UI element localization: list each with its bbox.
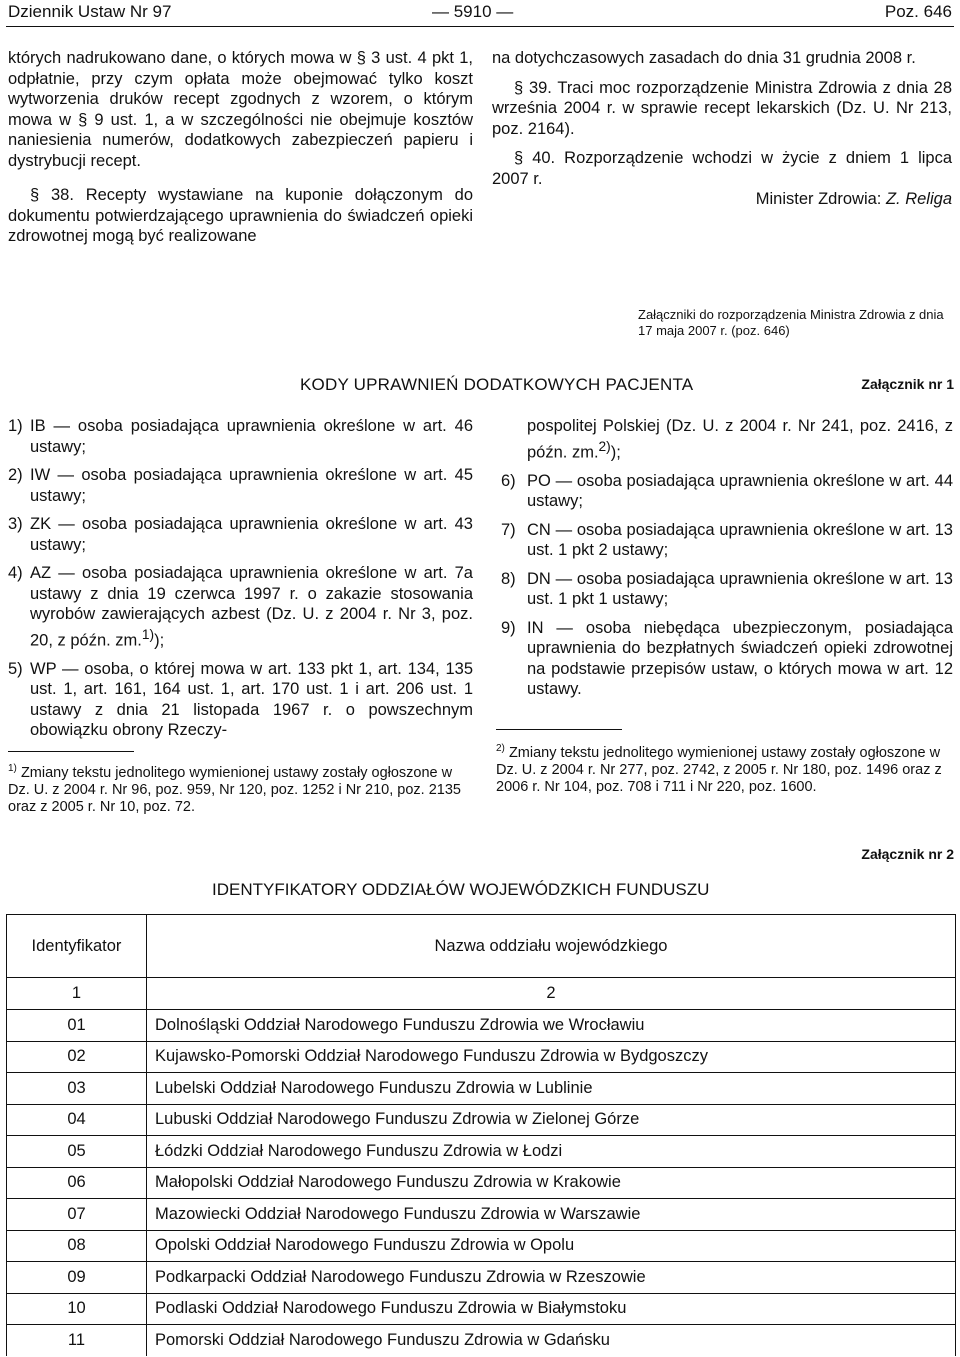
branch-id: 06: [7, 1167, 147, 1199]
table-row: [7, 1167, 956, 1199]
list-item: [501, 471, 953, 512]
list-item: [8, 659, 473, 741]
footnote-mark: 1): [8, 763, 17, 774]
paragraph-39: § 39. Traci moc rozporządzenie Ministra Zdrowia z dnia 28 września 2004 r. w sprawie recept lekarskich (Dz. U. Nr 213, poz. 2164).: [492, 78, 952, 138]
item-number: 4): [8, 564, 23, 582]
item-tail: );: [610, 443, 621, 461]
branch-id: 05: [7, 1136, 147, 1168]
table-row: [7, 1041, 956, 1073]
item-text: WP — osoba, o której mowa w art. 133 pkt 1, art. 134, 135 ust. 1, art. 161, 164 ust. 1, art. 170 ust. 1 i art. 206 ust. 1 ustawy z dnia 21 listopada 1967 r. o powszechnym obowiązku obrony Rzeczy-: [30, 659, 473, 739]
table-header-row: [7, 915, 956, 978]
branch-name: Podlaski Oddział Narodowego Funduszu Zdrowia w Białymstoku: [147, 1293, 956, 1325]
table-row: [7, 1104, 956, 1136]
list-item: [501, 520, 953, 561]
footnote-text: Zmiany tekstu jednolitego wymienionej ustawy zostały ogłoszone w Dz. U. z 2004 r. Nr 96, poz. 959, Nr 120, poz. 1252 i Nr 210, poz. 2135 oraz z 2005 r. Nr 10, poz. 72.: [8, 764, 461, 815]
text-column-left: [8, 48, 473, 247]
branch-id: 04: [7, 1104, 147, 1136]
branch-id: 02: [7, 1041, 147, 1073]
footnote-1: [8, 760, 473, 816]
fund-branches-table: [6, 914, 956, 1356]
table-row: [7, 1293, 956, 1325]
page-header: [0, 0, 960, 28]
list-item: [501, 569, 953, 610]
position-number: Poz. 646: [884, 2, 952, 21]
item-text: AZ — osoba posiadająca uprawnienia określone w art. 7a ustawy z dnia 19 czerwca 1997 r. o zakazie stosowania wyrobów zawierających azbest (Dz. U. z 2004 r. Nr 3, poz. 20, z późn. zm.: [30, 564, 473, 649]
paragraph: których nadrukowano dane, o których mowa w § 3 ust. 4 pkt 1, odpłatnie, przy czym opłata może obejmować tylko koszt wytworzenia druków recept zgodnych z wzorem, o którym mowa w § 9 ust. 1, a w szczególności nie obejmuje kosztów naniesienia numerów, dodatkowych zabezpieczeń papieru i dystrybucji recept.: [8, 49, 473, 170]
item-number: 9): [501, 618, 516, 637]
column-number: 1: [7, 978, 147, 1010]
branch-id: 03: [7, 1073, 147, 1105]
item-text: PO — osoba posiadająca uprawnienia określone w art. 44 ustawy;: [527, 471, 953, 510]
branch-name: Kujawsko-Pomorski Oddział Narodowego Funduszu Zdrowia w Bydgoszczy: [147, 1041, 956, 1073]
list-item: [8, 416, 473, 457]
branch-id: 09: [7, 1262, 147, 1294]
attachment-2-label: Załącznik nr 2: [861, 846, 954, 862]
list-item: [8, 465, 473, 506]
branch-id: 08: [7, 1230, 147, 1262]
branch-id: 01: [7, 1010, 147, 1042]
branch-name: Dolnośląski Oddział Narodowego Funduszu Zdrowia we Wrocławiu: [147, 1010, 956, 1042]
list-item: [501, 618, 953, 700]
page-number: — 5910 —: [432, 2, 514, 21]
branch-name: Opolski Oddział Narodowego Funduszu Zdrowia w Opolu: [147, 1230, 956, 1262]
signature-prefix: Minister Zdrowia:: [755, 190, 886, 208]
signature: [492, 189, 952, 210]
item-text: IW — osoba posiadająca uprawnienia określone w art. 45 ustawy;: [30, 466, 473, 505]
footnote-ref: 1): [141, 626, 155, 642]
footnote-text: Zmiany tekstu jednolitego wymienionej ustawy zostały ogłoszone w Dz. U. z 2004 r. Nr 277, poz. 2742, z 2005 r. Nr 180, poz. 1496 oraz z 2006 r. Nr 104, poz. 708 i 711 i Nr 220, poz. 1600.: [496, 744, 942, 795]
item-tail: );: [154, 631, 165, 649]
column-header-identifier: Identyfikator: [7, 915, 147, 978]
attachment-1-label: Załącznik nr 1: [861, 376, 954, 392]
header-rule: [6, 26, 954, 27]
branch-name: Pomorski Oddział Narodowego Funduszu Zdrowia w Gdańsku: [147, 1325, 956, 1356]
branch-name: Mazowiecki Oddział Narodowego Funduszu Zdrowia w Warszawie: [147, 1199, 956, 1231]
signature-name: Z. Religa: [885, 190, 952, 208]
codes-list-right: [501, 416, 953, 708]
footnote-2: [496, 740, 956, 796]
branch-id: 11: [7, 1325, 147, 1356]
item-text: ZK — osoba posiadająca uprawnienia określone w art. 43 ustawy;: [30, 515, 473, 554]
table-row: [7, 1073, 956, 1105]
branch-name: Lubuski Oddział Narodowego Funduszu Zdrowia w Zielonej Górze: [147, 1104, 956, 1136]
item-text: IN — osoba niebędąca ubezpieczonym, posiadająca uprawnienia do bezpłatnych świadczeń opieki zdrowotnej na podstawie przepisów ustaw, o których mowa w art. 12 ustawy.: [527, 618, 953, 698]
branch-name: Łódzki Oddział Narodowego Funduszu Zdrowia w Łodzi: [147, 1136, 956, 1168]
list-item: [8, 563, 473, 651]
table-row: [7, 1199, 956, 1231]
paragraph-40: § 40. Rozporządzenie wchodzi w życie z dniem 1 lipca 2007 r.: [492, 149, 952, 188]
attachment-2-title: IDENTYFIKATORY ODDZIAŁÓW WOJEWÓDZKICH FUNDUSZU: [212, 880, 710, 899]
paragraph: na dotychczasowych zasadach do dnia 31 grudnia 2008 r.: [492, 49, 916, 67]
item-text: DN — osoba posiadająca uprawnienia określone w art. 13 ust. 1 pkt 1 ustawy;: [527, 569, 953, 608]
item-text: CN — osoba posiadająca uprawnienia określone w art. 13 ust. 1 pkt 2 ustawy;: [527, 520, 953, 559]
table-row: [7, 1136, 956, 1168]
table-row: [7, 1230, 956, 1262]
list-item: [8, 514, 473, 555]
branch-name: Małopolski Oddział Narodowego Funduszu Zdrowia w Krakowie: [147, 1167, 956, 1199]
attachment-1-title: KODY UPRAWNIEŃ DODATKOWYCH PACJENTA: [300, 375, 694, 394]
column-header-name: Nazwa oddziału wojewódzkiego: [147, 915, 956, 978]
item-number: 6): [501, 471, 516, 490]
footnote-mark: 2): [496, 743, 505, 754]
attachments-header: Załączniki do rozporządzenia Ministra Zdrowia z dnia 17 maja 2007 r. (poz. 646): [638, 307, 944, 338]
list-item-continuation: [501, 416, 953, 463]
item-text: IB — osoba posiadająca uprawnienia określone w art. 46 ustawy;: [30, 417, 473, 456]
column-number: 2: [147, 978, 956, 1010]
codes-list-left: [8, 416, 473, 749]
text-column-right: [492, 48, 952, 210]
item-number: 1): [8, 417, 23, 435]
item-text: pospolitej Polskiej (Dz. U. z 2004 r. Nr 241, poz. 2416, z późn. zm.: [527, 417, 953, 461]
footnote-rule: [496, 729, 622, 730]
item-number: 3): [8, 515, 23, 533]
branch-name: Lubelski Oddział Narodowego Funduszu Zdrowia w Lublinie: [147, 1073, 956, 1105]
branch-name: Podkarpacki Oddział Narodowego Funduszu Zdrowia w Rzeszowie: [147, 1262, 956, 1294]
footnote-ref: 2): [598, 438, 611, 454]
item-number: 8): [501, 569, 516, 588]
item-number: 7): [501, 520, 516, 539]
table-row: [7, 1262, 956, 1294]
journal-title: Dziennik Ustaw Nr 97: [8, 2, 172, 21]
column-number-row: [7, 978, 956, 1010]
branch-id: 10: [7, 1293, 147, 1325]
footnote-rule: [8, 751, 134, 752]
paragraph-38: § 38. Recepty wystawiane na kuponie dołączonym do dokumentu potwierdzającego uprawnienia do świadczeń opieki zdrowotnej mogą być realizowane: [8, 186, 473, 245]
item-number: 5): [8, 659, 23, 678]
branch-id: 07: [7, 1199, 147, 1231]
item-number: 2): [8, 466, 23, 484]
table-row: [7, 1325, 956, 1356]
table-row: [7, 1010, 956, 1042]
